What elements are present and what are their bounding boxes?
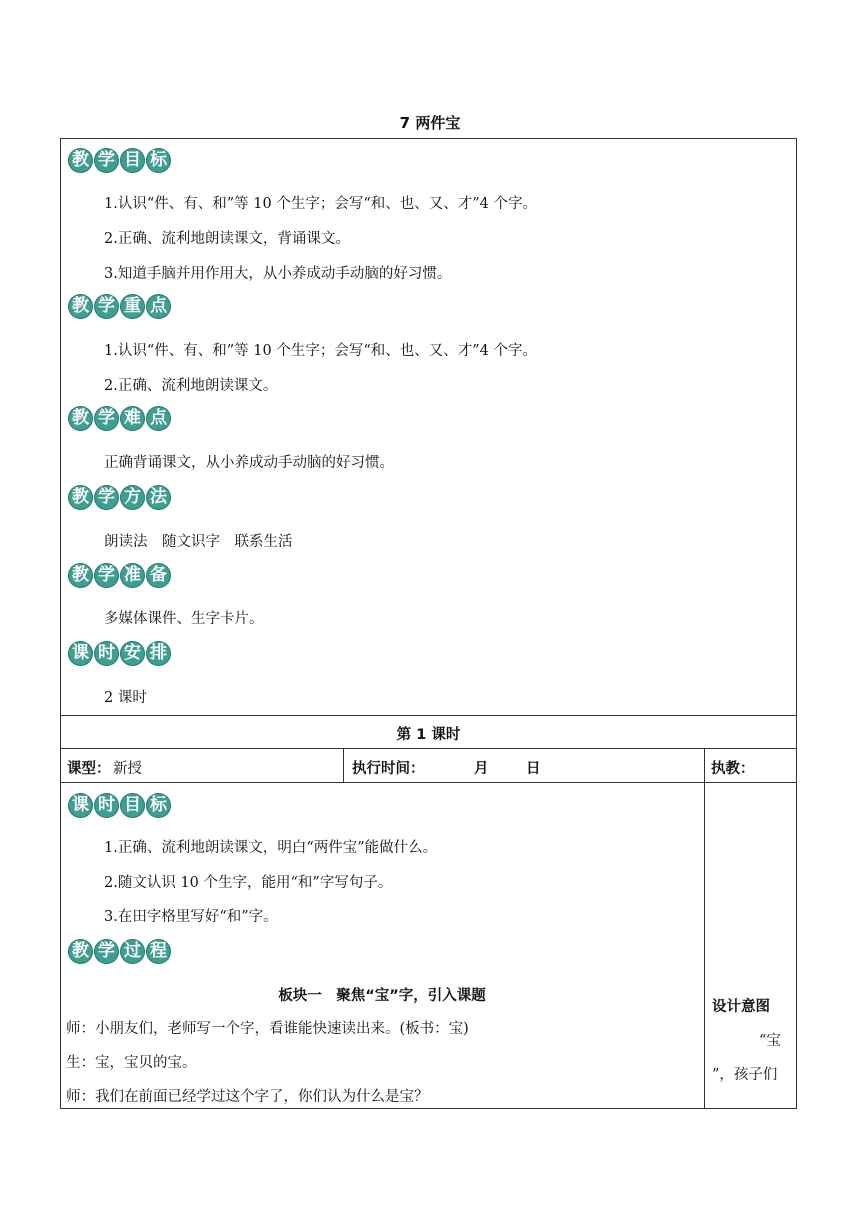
section-badge-lesson-goals: 课 时 目 标 xyxy=(68,793,171,818)
day-label: 日 xyxy=(526,761,541,777)
execution-time-label: 执行时间： xyxy=(352,761,425,777)
table-divider xyxy=(60,782,797,783)
section-badge-method: 教 学 方 法 xyxy=(68,485,171,510)
goal-line: 3.知道手脑并用作用大，从小养成动手动脑的好习惯。 xyxy=(104,266,452,282)
table-divider xyxy=(704,748,705,1109)
section-badge-goals: 教 学 目 标 xyxy=(68,148,171,173)
section-badge-schedule: 课 时 安 排 xyxy=(68,641,171,666)
lesson-heading: 第 1 课时 xyxy=(396,727,461,743)
key-point-line: 1.认识“件、有、和”等 10 个生字；会写“和、也、又、才”4 个字。 xyxy=(104,343,537,359)
goal-line: 1.认识“件、有、和”等 10 个生字；会写“和、也、又、才”4 个字。 xyxy=(104,196,537,212)
method-line: 朗读法 随文识字 联系生活 xyxy=(104,534,293,550)
schedule-line: 2 课时 xyxy=(104,690,147,706)
key-point-line: 2.正确、流利地朗读课文。 xyxy=(104,378,278,394)
lesson-goal-line: 1.正确、流利地朗读课文，明白“两件宝”能做什么。 xyxy=(104,840,438,856)
section-badge-difficulty: 教 学 难 点 xyxy=(68,406,171,431)
design-intent-text: ”，孩子们 xyxy=(712,1067,778,1083)
design-intent-title: 设计意图 xyxy=(712,999,770,1015)
section-badge-process: 教 学 过 程 xyxy=(68,939,171,964)
table-divider xyxy=(60,748,797,749)
section-badge-preparation: 教 学 准 备 xyxy=(68,563,171,588)
preparation-line: 多媒体课件、生字卡片。 xyxy=(104,611,264,627)
month-label: 月 xyxy=(474,761,489,777)
dialogue-line: 生：宝，宝贝的宝。 xyxy=(66,1055,197,1071)
lesson-goal-line: 3.在田字格里写好“和”字。 xyxy=(104,909,278,925)
table-divider xyxy=(343,748,344,782)
dialogue-line: 师：小朋友们，老师写一个字，看谁能快速读出来。(板书：宝) xyxy=(66,1021,469,1037)
section-badge-key-points: 教 学 重 点 xyxy=(68,294,171,319)
table-divider xyxy=(60,715,797,716)
teacher-label: 执教： xyxy=(711,761,755,777)
lesson-type-value: 新授 xyxy=(113,761,142,777)
dialogue-line: 师：我们在前面已经学过这个字了，你们认为什么是宝？ xyxy=(66,1089,429,1105)
design-intent-text: “宝 xyxy=(759,1033,781,1049)
page-title: 7 两件宝 xyxy=(399,114,461,132)
difficulty-line: 正确背诵课文，从小养成动手动脑的好习惯。 xyxy=(104,455,394,471)
block-title: 板块一 聚焦“宝”字，引入课题 xyxy=(278,988,486,1004)
lesson-goal-line: 2.随文认识 10 个生字，能用“和”字写句子。 xyxy=(104,875,393,891)
lesson-type-label: 课型： xyxy=(67,761,111,777)
goal-line: 2.正确、流利地朗读课文，背诵课文。 xyxy=(104,231,350,247)
